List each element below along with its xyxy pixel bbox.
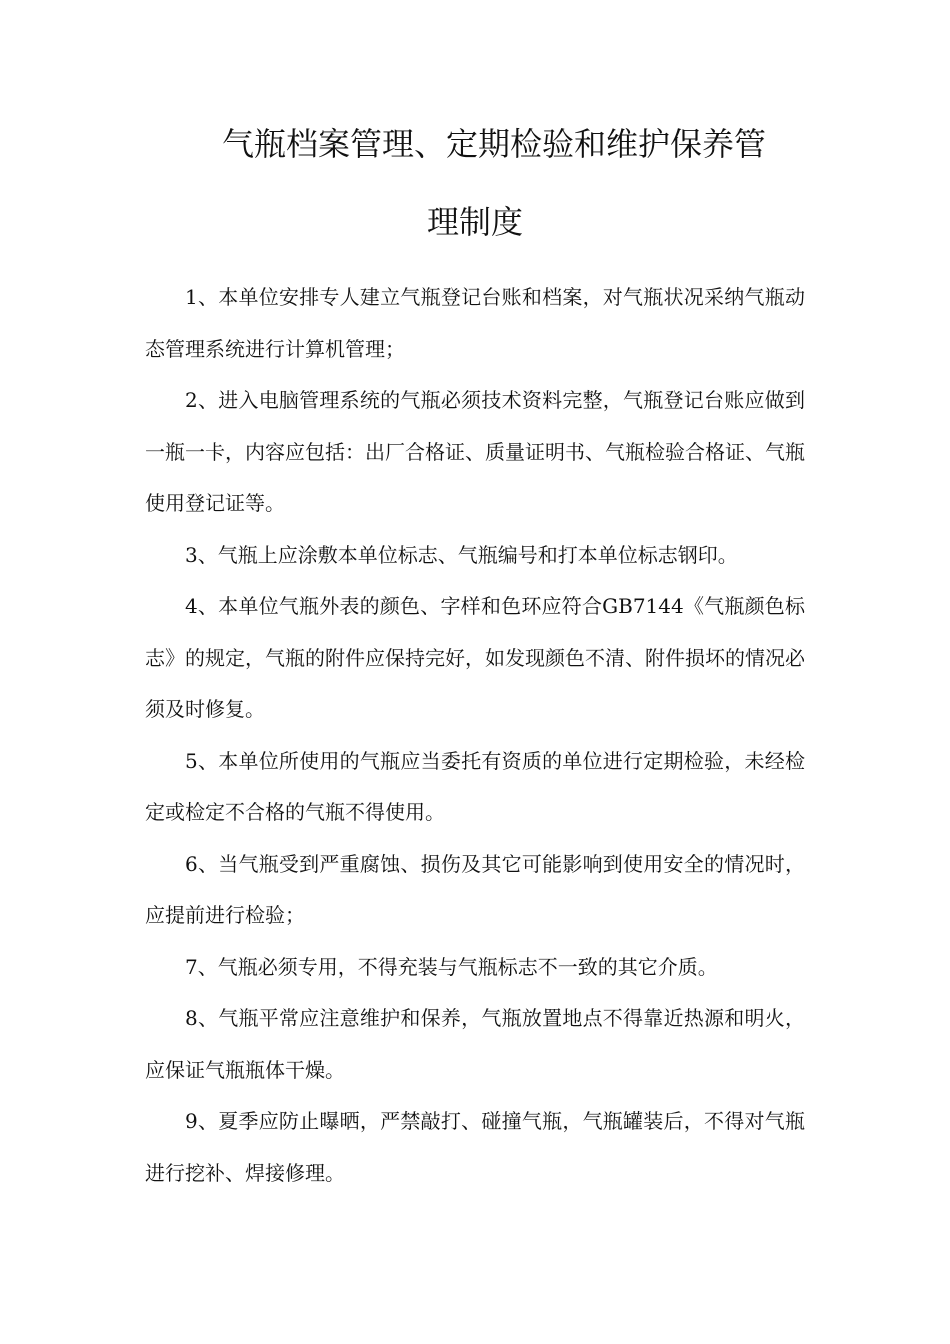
- paragraph-8: 8、气瓶平常应注意维护和保养，气瓶放置地点不得靠近热源和明火，应保证气瓶瓶体干燥。: [145, 1006, 805, 1082]
- paragraph-5: 5、本单位所使用的气瓶应当委托有资质的单位进行定期检验，未经检定或检定不合格的气瓶不得使用。: [145, 748, 805, 824]
- paragraph-6: 6、当气瓶受到严重腐蚀、损伤及其它可能影响到使用安全的情况时，应提前进行检验；: [145, 851, 805, 927]
- paragraph-7: 7、气瓶必须专用，不得充装与气瓶标志不一致的其它介质。: [185, 954, 718, 979]
- paragraph-1: 1、本单位安排专人建立气瓶登记台账和档案，对气瓶状况采纳气瓶动态管理系统进行计算机管理；: [145, 285, 805, 361]
- paragraph-3: 3、气瓶上应涂敷本单位标志、气瓶编号和打本单位标志钢印。: [185, 542, 738, 567]
- paragraph-4: 4、本单位气瓶外表的颜色、字样和色环应符合GB7144《气瓶颜色标志》的规定，气瓶的附件应保持完好，如发现颜色不清、附件损坏的情况必须及时修复。: [145, 594, 805, 721]
- document-title-line-1: 气瓶档案管理、定期检验和维护保养管: [222, 125, 767, 163]
- paragraph-9: 9、夏季应防止曝晒，严禁敲打、碰撞气瓶，气瓶罐装后，不得对气瓶进行挖补、焊接修理。: [145, 1109, 805, 1185]
- document-title-line-2: 理制度: [426, 203, 523, 241]
- paragraph-2: 2、进入电脑管理系统的气瓶必须技术资料完整，气瓶登记台账应做到一瓶一卡，内容应包括：出厂合格证、质量证明书、气瓶检验合格证、气瓶使用登记证等。: [145, 388, 805, 515]
- document-body: [145, 272, 805, 1199]
